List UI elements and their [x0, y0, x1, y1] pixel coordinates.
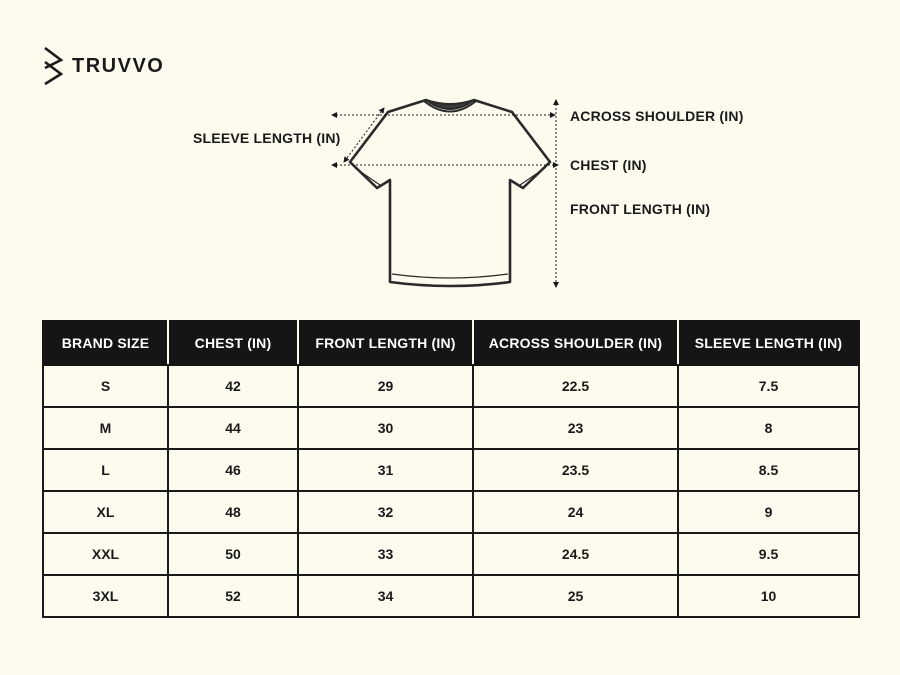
header-brand-size: BRAND SIZE [43, 321, 168, 365]
cell-sleeve-length: 10 [678, 575, 859, 617]
cell-size: XL [43, 491, 168, 533]
cell-size: S [43, 365, 168, 407]
cell-size: 3XL [43, 575, 168, 617]
cell-across-shoulder: 23.5 [473, 449, 678, 491]
cell-size: L [43, 449, 168, 491]
cell-front-length: 32 [298, 491, 473, 533]
cell-sleeve-length: 9 [678, 491, 859, 533]
tshirt-outline-icon [0, 0, 900, 310]
table-row [43, 407, 859, 449]
cell-across-shoulder: 23 [473, 407, 678, 449]
header-front-length: FRONT LENGTH (IN) [298, 321, 473, 365]
cell-chest: 48 [168, 491, 298, 533]
cell-front-length: 33 [298, 533, 473, 575]
cell-front-length: 34 [298, 575, 473, 617]
cell-chest: 44 [168, 407, 298, 449]
table-header-row [43, 321, 859, 365]
cell-sleeve-length: 9.5 [678, 533, 859, 575]
front-length-label: FRONT LENGTH (IN) [570, 201, 711, 217]
cell-front-length: 31 [298, 449, 473, 491]
cell-chest: 50 [168, 533, 298, 575]
cell-sleeve-length: 8 [678, 407, 859, 449]
cell-sleeve-length: 7.5 [678, 365, 859, 407]
cell-sleeve-length: 8.5 [678, 449, 859, 491]
cell-chest: 42 [168, 365, 298, 407]
cell-front-length: 30 [298, 407, 473, 449]
header-across-shoulder: ACROSS SHOULDER (IN) [473, 321, 678, 365]
table-row [43, 575, 859, 617]
cell-chest: 46 [168, 449, 298, 491]
sleeve-length-label: SLEEVE LENGTH (IN) [193, 130, 341, 146]
tshirt-diagram [0, 0, 900, 310]
cell-size: M [43, 407, 168, 449]
table-row [43, 365, 859, 407]
cell-front-length: 29 [298, 365, 473, 407]
cell-across-shoulder: 22.5 [473, 365, 678, 407]
brand-name: TRUVVO [72, 54, 165, 77]
cell-chest: 52 [168, 575, 298, 617]
header-sleeve-length: SLEEVE LENGTH (IN) [678, 321, 859, 365]
size-chart-table [42, 320, 860, 618]
header-chest: CHEST (IN) [168, 321, 298, 365]
table-row [43, 533, 859, 575]
cell-across-shoulder: 24.5 [473, 533, 678, 575]
across-shoulder-label: ACROSS SHOULDER (IN) [570, 108, 744, 124]
chest-label: CHEST (IN) [570, 157, 647, 173]
cell-across-shoulder: 24 [473, 491, 678, 533]
cell-across-shoulder: 25 [473, 575, 678, 617]
table-row [43, 449, 859, 491]
cell-size: XXL [43, 533, 168, 575]
table-row [43, 491, 859, 533]
